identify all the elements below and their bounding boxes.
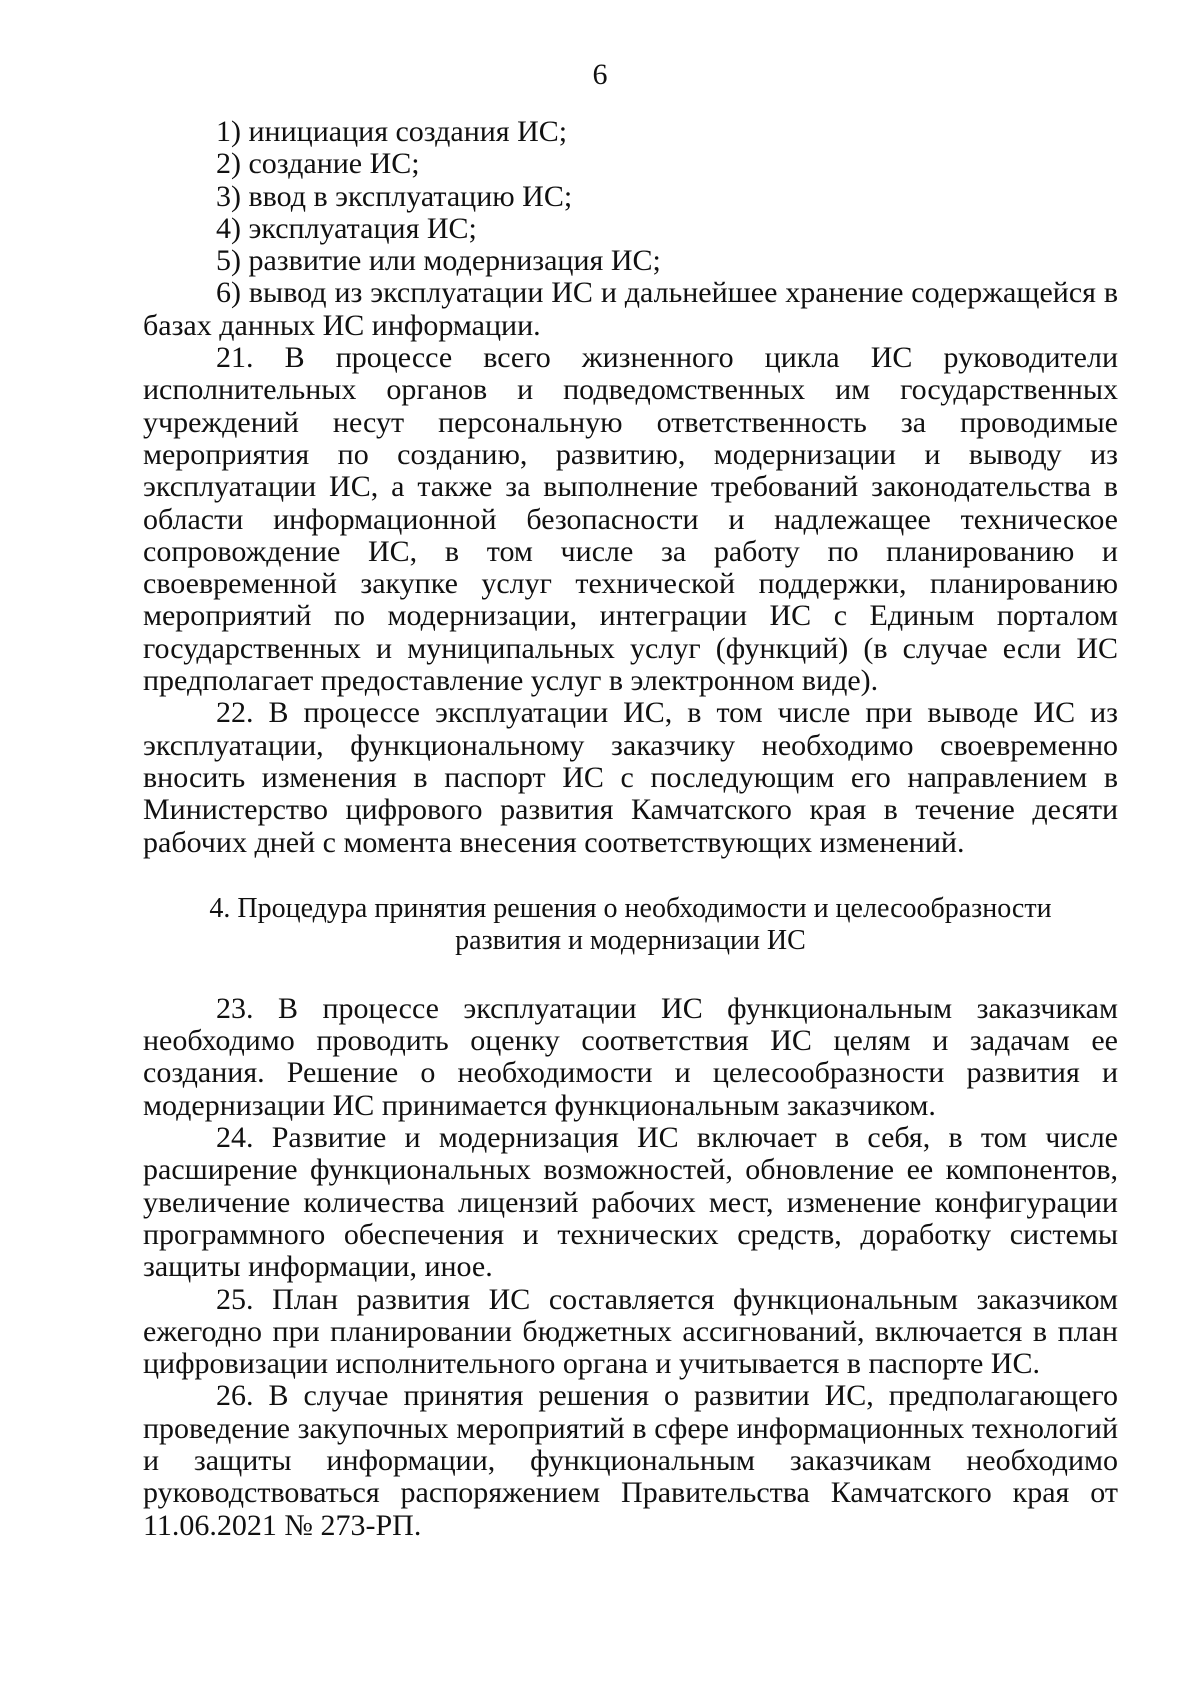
page-number: 6	[592, 58, 608, 91]
list-item: 3) ввод в эксплуатацию ИС;	[216, 179, 573, 213]
list-item: 4) эксплуатация ИС;	[216, 211, 477, 245]
list-item: 5) развитие или модернизация ИС;	[216, 244, 661, 278]
section-heading-line: 4. Процедура принятия решения о необходимости и целесообразности	[209, 892, 1052, 924]
list-item: 6) вывод из эксплуатации ИС и дальнейшее хранение содержащейся в базах данных ИС информации.	[143, 276, 1118, 342]
paragraph-25: 25. План развития ИС составляется функциональным заказчиком ежегодно при планировании бюджетных ассигнований, включается в план цифровизации исполнительного органа и учитывается в паспорте ИС.	[143, 1282, 1118, 1381]
section-heading	[143, 893, 1118, 957]
list-item: 1) инициация создания ИС;	[216, 115, 568, 148]
paragraph-23: 23. В процессе эксплуатации ИС функциональным заказчикам необходимо проводить оценку соответствия ИС целям и задачам ее создания. Решение о необходимости и целесообразности развития и модернизации ИС принимается функциональным заказчиком.	[143, 991, 1118, 1122]
list-item: 2) создание ИС;	[216, 147, 420, 181]
document-body	[143, 116, 1118, 1542]
paragraph-26: 26. В случае принятия решения о развитии ИС, предполагающего проведение закупочных мероприятий в сфере информационных технологий и защиты информации, функциональным заказчикам необходимо руководствоваться распоряжением Правительства Камчатского края от 11.06.2021 № 273-РП.	[143, 1379, 1118, 1542]
paragraph-24: 24. Развитие и модернизация ИС включает в себя, в том числе расширение функциональных возможностей, обновление ее компонентов, увеличение количества лицензий рабочих мест, изменение конфигурации программного обеспечения и технических средств, доработку системы защиты информации, иное.	[143, 1121, 1118, 1284]
paragraph-22: 22. В процессе эксплуатации ИС, в том числе при выводе ИС из эксплуатации, функциональному заказчику необходимо своевременно вносить изменения в паспорт ИС с последующим его направлением в Министерство цифрового развития Камчатского края в течение десяти рабочих дней с момента внесения соответствующих изменений.	[143, 696, 1118, 859]
paragraph-21: 21. В процессе всего жизненного цикла ИС руководители исполнительных органов и подведомственных им государственных учреждений несут персональную ответственность за проводимые мероприятия по созданию, развитию, модернизации и выводу из эксплуатации ИС, а также за выполнение требований законодательства в области информационной безопасности и надлежащее техническое сопровождение ИС, в том числе за работу по планированию и своевременной закупке услуг технической поддержки, планированию мероприятий по модернизации, интеграции ИС с Единым порталом государственных и муниципальных услуг (функций) (в случае если ИС предполагает предоставление услуг в электронном виде).	[143, 341, 1118, 698]
section-heading-line: развития и модернизации ИС	[455, 924, 806, 956]
